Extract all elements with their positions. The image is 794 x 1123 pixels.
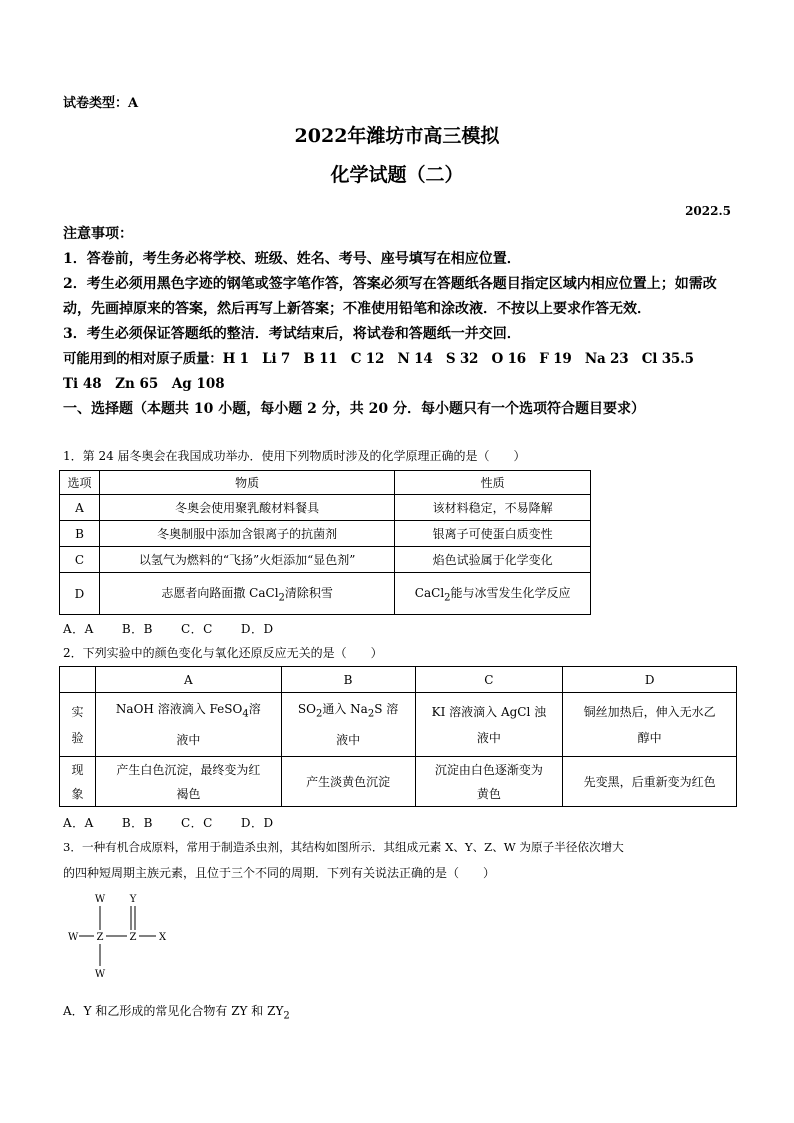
q2-option-c: C．C <box>180 816 213 830</box>
q2-observation-a: 产生白色沉淀，最终变为红 褐色 <box>95 757 281 807</box>
q1-row-c-substance: 以氢气为燃料的“飞扬”火炬添加“显色剂” <box>99 547 394 573</box>
exam-date: 2022.5 <box>685 204 731 218</box>
q2-header-a: A <box>95 667 281 693</box>
atomic-masses-line-2: Ti 48 Zn 65 Ag 108 <box>63 376 225 392</box>
notes-section <box>63 222 735 422</box>
q2-option-a: A．A <box>63 816 94 830</box>
note-item-2: 2．考生必须用黑色字迹的钢笔或签字笔作答，答案必须写在答题纸各题目指定区域内相应位置上；如需改动，先画掉原来的答案，然后再写上新答案；不准使用铅笔和涂改液．不按以上要求作答无效． <box>63 276 717 317</box>
q1-row-d-property: CaCl$_2$能与冰雪发生化学反应 <box>395 573 591 615</box>
q1-row-d-substance: 志愿者向路面撒 CaCl$_2$清除积雪 <box>99 573 394 615</box>
q2-options <box>63 814 302 831</box>
q3-stem <box>63 836 743 884</box>
note-item-3: 3．考生必须保证答题纸的整洁．考试结束后，将试卷和答题纸一并交回． <box>63 326 521 342</box>
q2-experiment-d: 铜丝加热后，伸入无水乙 醇中 <box>563 693 737 757</box>
q2-row-experiment-label: 实 验 <box>60 693 96 757</box>
q2-experiment-b: $SO_2$通入 $Na_2S$ 溶 液中 <box>281 693 415 757</box>
q1-option-c: C．C <box>180 622 213 636</box>
table-row <box>60 573 591 615</box>
q1-row-b-substance: 冬奥制服中添加含银离子的抗菌剂 <box>99 521 394 547</box>
q1-row-b-option: B <box>60 521 100 547</box>
q2-header-blank <box>60 667 96 693</box>
q2-header-d: D <box>563 667 737 693</box>
q2-header-c: C <box>415 667 563 693</box>
q2-header-b: B <box>281 667 415 693</box>
q2-observation-b: 产生淡黄色沉淀 <box>281 757 415 807</box>
structure-x: X <box>159 932 167 943</box>
q1-row-a-option: A <box>60 495 100 521</box>
table-row <box>60 547 591 573</box>
q1-options <box>63 620 302 637</box>
q2-experiment-a: NaOH 溶液滴入 FeSO$_4$溶 液中 <box>95 693 281 757</box>
note-item-1: 1．答卷前，考生务必将学校、班级、姓名、考号、座号填写在相应位置． <box>63 251 521 267</box>
section-heading: 一、选择题（本题共 10 小题，每小题 2 分，共 20 分．每小题只有一个选项符合题目要求） <box>63 401 645 417</box>
q3-stem-line-2: 的四种短周期主族元素，且位于三个不同的周期．下列有关说法正确的是（ ） <box>63 866 496 880</box>
q3-option-a: A．Y 和乙形成的常见化合物有 ZY 和 $ZY_2$ <box>63 1004 290 1022</box>
q1-row-d-option: D <box>60 573 100 615</box>
q1-row-a-property: 该材料稳定，不易降解 <box>395 495 591 521</box>
q2-option-b: B．B <box>121 816 153 830</box>
q1-stem: 1．第 24 届冬奥会在我国成功举办．使用下列物质时涉及的化学原理正确的是（ ） <box>63 449 526 463</box>
q2-experiment-c: KI 溶液滴入 AgCl 浊 液中 <box>415 693 563 757</box>
q3-stem-line-1: 3．一种有机合成原料，常用于制造杀虫剂，其结构如图所示．其组成元素 X、Y、Z、W 为原子半径依次增大 <box>63 840 624 854</box>
structure-top-y: Y <box>129 894 137 905</box>
q1-header-property: 性质 <box>395 471 591 495</box>
table-row <box>60 521 591 547</box>
q2-stem: 2．下列实验中的颜色变化与氧化还原反应无关的是（ ） <box>63 646 383 660</box>
q1-row-c-option: C <box>60 547 100 573</box>
exam-title: 2022年潍坊市高三模拟 <box>294 125 500 147</box>
table-row <box>60 757 737 807</box>
q1-row-a-substance: 冬奥会使用聚乳酸材料餐具 <box>99 495 394 521</box>
atomic-masses-line-1: 可能用到的相对原子质量：H 1 Li 7 B 11 C 12 N 14 S 32 O 16 F 19 Na 23 Cl 35.5 <box>63 351 694 367</box>
q2-observation-c: 沉淀由白色逐渐变为 黄色 <box>415 757 563 807</box>
structure-z-1: Z <box>96 932 104 943</box>
structure-left-w: W <box>68 932 79 943</box>
table-row <box>60 693 737 757</box>
q1-option-b: B．B <box>121 622 153 636</box>
q1-header-substance: 物质 <box>99 471 394 495</box>
q2-row-observation-label: 现 象 <box>60 757 96 807</box>
q1-row-b-property: 银离子可使蛋白质变性 <box>395 521 591 547</box>
q1-option-a: A．A <box>63 622 94 636</box>
structure-bottom-w: W <box>94 969 106 980</box>
structure-top-w: W <box>94 894 106 905</box>
exam-subtitle: 化学试题（二） <box>330 164 464 186</box>
q1-table <box>59 470 591 615</box>
q1-row-c-property: 焰色试验属于化学变化 <box>395 547 591 573</box>
paper-type-label: 试卷类型：A <box>63 96 139 111</box>
q2-table <box>59 666 737 807</box>
q2-option-d: D．D <box>240 816 274 830</box>
structure-z-2: Z <box>129 932 137 943</box>
q1-option-d: D．D <box>240 622 274 636</box>
q1-header-option: 选项 <box>60 471 100 495</box>
table-row <box>60 495 591 521</box>
q2-observation-d: 先变黑，后重新变为红色 <box>563 757 737 807</box>
notes-heading: 注意事项： <box>63 226 133 242</box>
q3-structure-diagram <box>64 892 176 980</box>
